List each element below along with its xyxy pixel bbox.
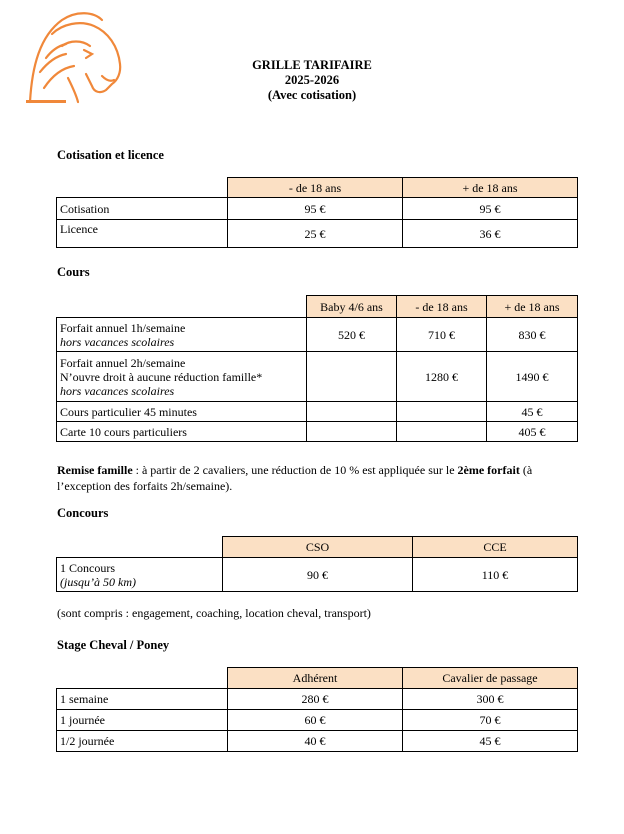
row-label: Forfait annuel 1h/semaine hors vacances scolaires xyxy=(57,318,307,352)
remise-famille-paragraph: Remise famille : à partir de 2 cavaliers, une réduction de 10 % est appliquée sur le 2ème forfait (à l’exception des forfaits 2h/semaine). xyxy=(57,463,533,493)
section-heading-cotisation: Cotisation et licence xyxy=(57,148,164,162)
price-cell: 45 € xyxy=(487,402,578,422)
section-heading-stage: Stage Cheval / Poney xyxy=(57,638,170,652)
price-cell xyxy=(307,352,397,402)
price-cell: 830 € xyxy=(487,318,578,352)
column-header: - de 18 ans xyxy=(228,178,403,198)
row-label: 1 semaine xyxy=(57,689,228,710)
column-header: Cavalier de passage xyxy=(403,668,578,689)
concours-table xyxy=(56,536,578,592)
price-cell xyxy=(307,402,397,422)
price-cell: 40 € xyxy=(228,731,403,752)
row-label: Carte 10 cours particuliers xyxy=(57,422,307,442)
price-cell: 405 € xyxy=(487,422,578,442)
row-label: 1 Concours (jusqu’à 50 km) xyxy=(57,558,223,592)
cours-table xyxy=(56,295,578,442)
row-label: 1 journée xyxy=(57,710,228,731)
section-heading-concours: Concours xyxy=(57,506,109,520)
row-label: Cours particulier 45 minutes xyxy=(57,402,307,422)
column-header: CSO xyxy=(223,537,413,558)
table-row xyxy=(57,220,578,248)
page-title: GRILLE TARIFAIRE 2025-2026 (Avec cotisation) xyxy=(252,58,372,102)
section-heading-cours: Cours xyxy=(57,265,90,279)
column-header: CCE xyxy=(413,537,578,558)
price-cell: 95 € xyxy=(403,198,578,220)
price-cell: 280 € xyxy=(228,689,403,710)
price-cell: 110 € xyxy=(413,558,578,592)
price-cell xyxy=(397,422,487,442)
row-label: Cotisation xyxy=(57,198,228,220)
table-row xyxy=(57,710,578,731)
concours-note: (sont compris : engagement, coaching, location cheval, transport) xyxy=(57,606,371,620)
price-cell: 1280 € xyxy=(397,352,487,402)
cotisation-table xyxy=(56,177,578,248)
table-row xyxy=(57,318,578,352)
price-cell: 60 € xyxy=(228,710,403,731)
table-row xyxy=(57,198,578,220)
price-cell: 1490 € xyxy=(487,352,578,402)
price-cell: 710 € xyxy=(397,318,487,352)
row-label: 1/2 journée xyxy=(57,731,228,752)
price-cell: 520 € xyxy=(307,318,397,352)
column-header: + de 18 ans xyxy=(403,178,578,198)
price-cell: 90 € xyxy=(223,558,413,592)
row-label: Forfait annuel 2h/semaine N’ouvre droit à aucune réduction famille* hors vacances scolaires xyxy=(57,352,307,402)
price-cell xyxy=(307,422,397,442)
price-cell: 36 € xyxy=(403,220,578,248)
row-label: Licence xyxy=(57,220,228,248)
price-cell: 300 € xyxy=(403,689,578,710)
table-row xyxy=(57,422,578,442)
table-row xyxy=(57,402,578,422)
price-cell xyxy=(397,402,487,422)
column-header: Adhérent xyxy=(228,668,403,689)
price-cell: 45 € xyxy=(403,731,578,752)
table-row xyxy=(57,689,578,710)
price-cell: 95 € xyxy=(228,198,403,220)
table-row xyxy=(57,731,578,752)
table-row xyxy=(57,352,578,402)
column-header: Baby 4/6 ans xyxy=(307,296,397,318)
column-header: - de 18 ans xyxy=(397,296,487,318)
price-cell: 25 € xyxy=(228,220,403,248)
table-row xyxy=(57,558,578,592)
column-header: + de 18 ans xyxy=(487,296,578,318)
price-cell: 70 € xyxy=(403,710,578,731)
stage-table xyxy=(56,667,578,752)
